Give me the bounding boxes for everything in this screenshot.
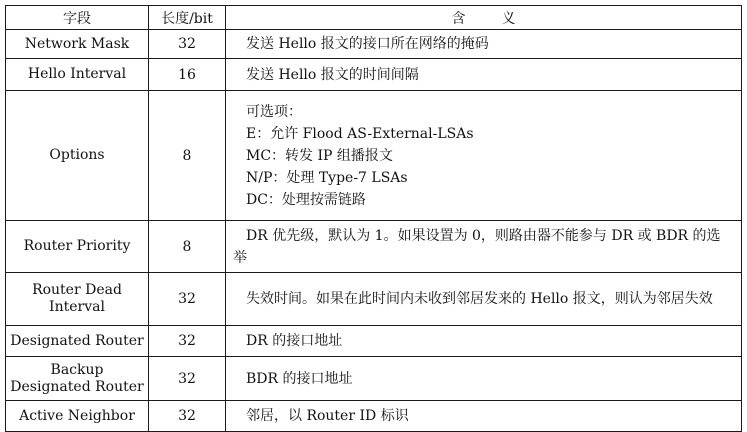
hello-packet-fields-table (5, 5, 742, 432)
field-meaning: 邻居，以 Router ID 标识 (226, 401, 742, 432)
field-name: Designated Router (6, 326, 149, 357)
field-name: Network Mask (6, 30, 149, 59)
field-meaning: BDR 的接口地址 (226, 357, 742, 401)
table-row (6, 326, 742, 357)
field-name: Router Dead Interval (6, 273, 149, 326)
option-line: MC：转发 IP 组播报文 (246, 147, 393, 164)
option-line: E：允许 Flood AS-External-LSAs (246, 125, 474, 142)
field-name: Router Priority (6, 221, 149, 273)
option-line: 可选项： (246, 103, 302, 120)
table-row (6, 91, 742, 221)
field-length: 32 (149, 326, 226, 357)
field-name: Backup Designated Router (6, 357, 149, 401)
field-length: 32 (149, 30, 226, 59)
header-length: 长度/bit (149, 6, 226, 30)
table-header-row (6, 6, 742, 30)
field-length: 8 (149, 221, 226, 273)
field-name: Hello Interval (6, 59, 149, 91)
table-row (6, 273, 742, 326)
table-row (6, 357, 742, 401)
field-length: 8 (149, 91, 226, 221)
field-length: 32 (149, 273, 226, 326)
field-meaning: 发送 Hello 报文的接口所在网络的掩码 (226, 30, 742, 59)
field-meaning: 发送 Hello 报文的时间间隔 (226, 59, 742, 91)
table-row (6, 401, 742, 432)
table-row (6, 59, 742, 91)
field-meaning: DR 的接口地址 (226, 326, 742, 357)
field-meaning: DR 优先级，默认为 1。如果设置为 0，则路由器不能参与 DR 或 BDR 的选举 (226, 221, 742, 273)
field-meaning (226, 91, 742, 221)
header-field: 字段 (6, 6, 149, 30)
field-name: Active Neighbor (6, 401, 149, 432)
table-row (6, 221, 742, 273)
field-length: 32 (149, 357, 226, 401)
field-length: 16 (149, 59, 226, 91)
field-name: Options (6, 91, 149, 221)
option-line: DC：处理按需链路 (246, 191, 366, 208)
field-meaning: 失效时间。如果在此时间内未收到邻居发来的 Hello 报文，则认为邻居失效 (226, 273, 742, 326)
option-line: N/P：处理 Type-7 LSAs (246, 169, 408, 186)
header-meaning: 含义 (226, 6, 742, 30)
field-length: 32 (149, 401, 226, 432)
table-row (6, 30, 742, 59)
